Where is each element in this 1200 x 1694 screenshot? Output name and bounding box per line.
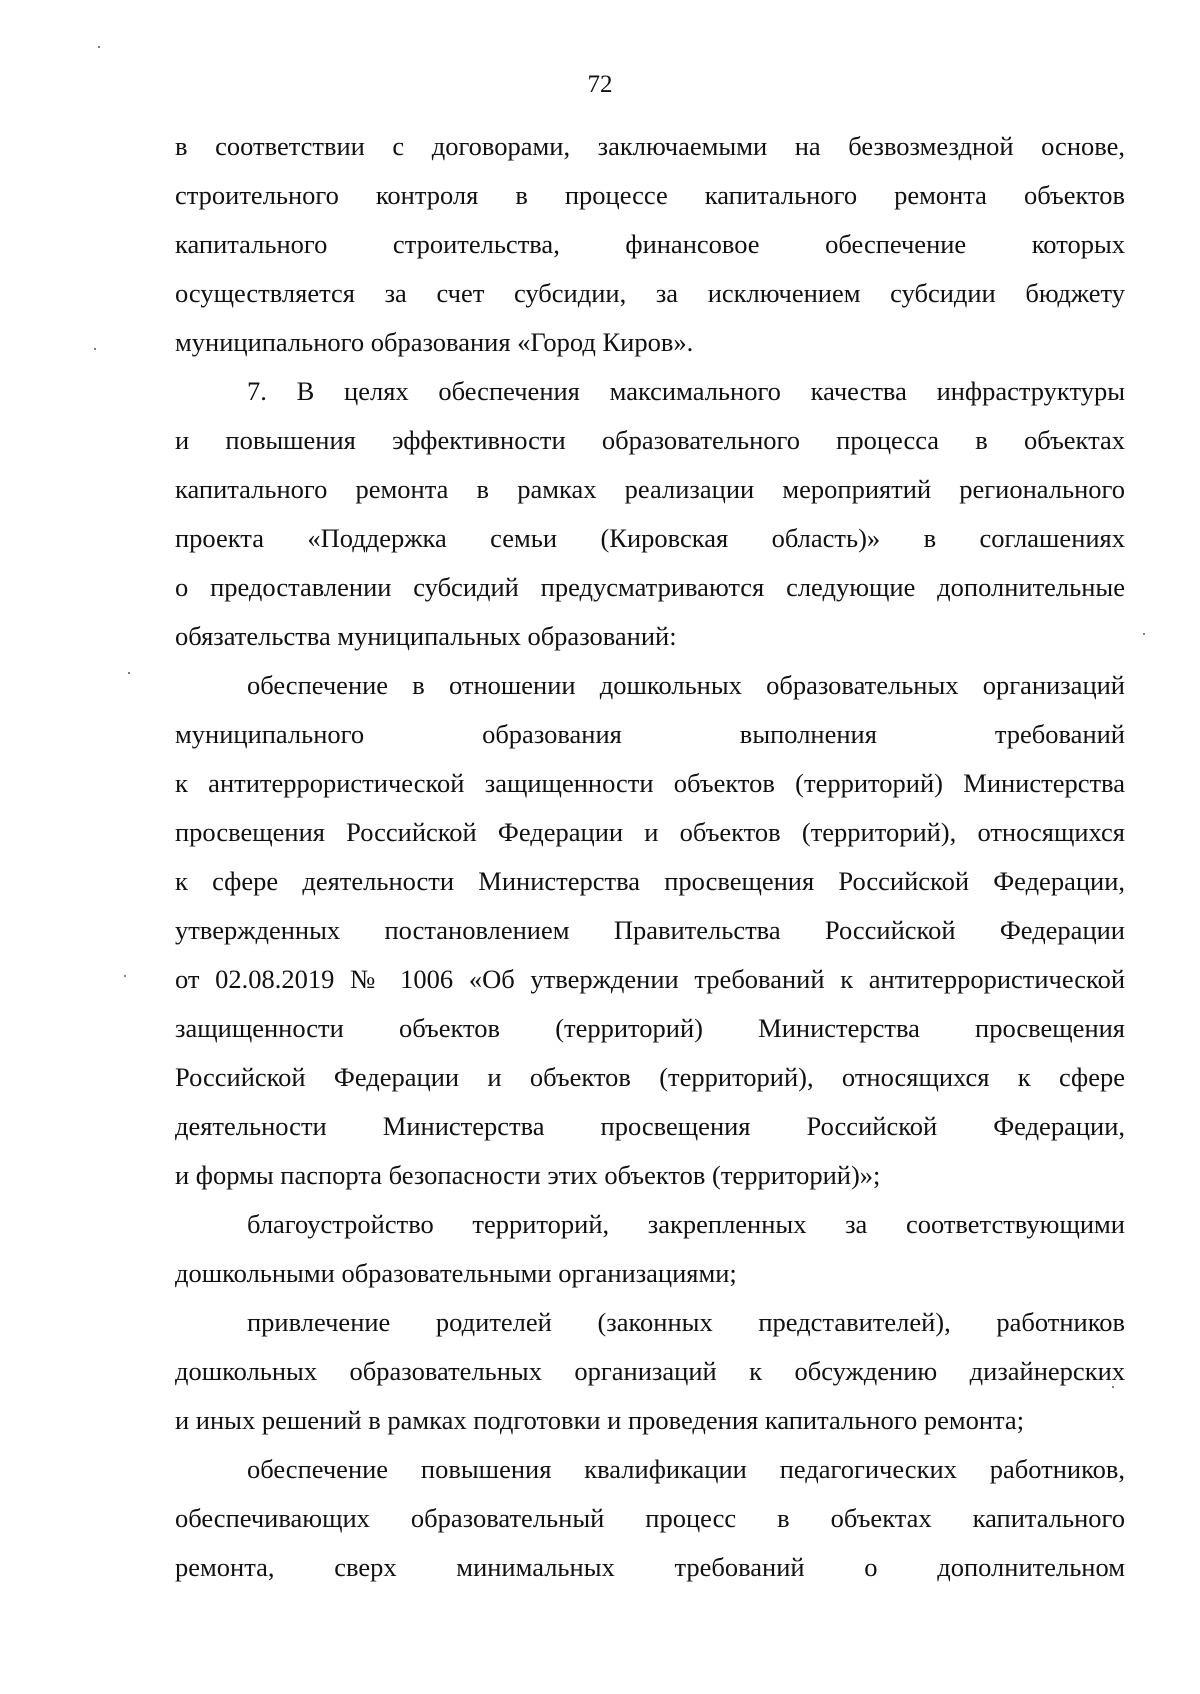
text-line: в соответствии с договорами, заключаемыми на безвозмездной основе,	[175, 131, 1125, 161]
text-line: строительного контроля в процессе капитального ремонта объектов	[175, 180, 1125, 210]
text-line: муниципального образования выполнения требований	[175, 719, 1125, 749]
text-line: проекта «Поддержка семьи (Кировская область)» в соглашениях	[175, 523, 1125, 553]
scan-speck	[1112, 1386, 1114, 1388]
scan-speck	[1143, 633, 1145, 635]
text-line: благоустройство территорий, закрепленных за соответствующими	[247, 1209, 1125, 1239]
text-line: от 02.08.2019 № 1006 «Об утверждении требований к антитеррористической	[175, 964, 1125, 994]
text-line: просвещения Российской Федерации и объектов (территорий), относящихся	[175, 817, 1125, 847]
text-line: ремонта, сверх минимальных требований о дополнительном	[175, 1552, 1125, 1582]
scan-speck	[128, 672, 130, 674]
text-line: 7. В целях обеспечения максимального качества инфраструктуры	[247, 376, 1125, 406]
text-line: к антитеррористической защищенности объектов (территорий) Министерства	[175, 768, 1125, 798]
text-line: осуществляется за счет субсидии, за исключением субсидии бюджету	[175, 278, 1125, 308]
paragraph-antiterror	[175, 661, 1125, 1200]
paragraph-qualification	[175, 1445, 1125, 1592]
text-line: и повышения эффективности образовательного процесса в объектах	[175, 425, 1125, 455]
scan-speck	[94, 348, 96, 350]
text-line: дошкольных образовательных организаций к обсуждению дизайнерских	[175, 1356, 1125, 1386]
text-line: о предоставлении субсидий предусматриваются следующие дополнительные	[175, 572, 1125, 602]
text-line: капитального строительства, финансовое обеспечение которых	[175, 229, 1125, 259]
text-line: и формы паспорта безопасности этих объектов (территорий)»;	[175, 1160, 881, 1190]
text-line: обеспечение в отношении дошкольных образовательных организаций	[247, 670, 1125, 700]
text-line: утвержденных постановлением Правительства Российской Федерации	[175, 915, 1125, 945]
text-line: защищенности объектов (территорий) Министерства просвещения	[175, 1013, 1125, 1043]
text-line: обязательства муниципальных образований:	[175, 621, 677, 651]
text-line: обеспечение повышения квалификации педагогических работников,	[247, 1454, 1125, 1484]
text-line: Российской Федерации и объектов (территорий), относящихся к сфере	[175, 1062, 1125, 1092]
paragraph-parents	[175, 1298, 1125, 1445]
text-line: и иных решений в рамках подготовки и проведения капитального ремонта;	[175, 1405, 1025, 1435]
scan-speck	[124, 975, 126, 977]
page-number: 72	[587, 71, 613, 98]
text-line: деятельности Министерства просвещения Российской Федерации,	[175, 1111, 1125, 1141]
body-text	[175, 122, 1125, 1592]
text-line: капитального ремонта в рамках реализации мероприятий регионального	[175, 474, 1125, 504]
text-line: привлечение родителей (законных представителей), работников	[247, 1307, 1125, 1337]
scan-speck	[98, 46, 100, 48]
paragraph-item-7	[175, 367, 1125, 661]
paragraph-landscaping	[175, 1200, 1125, 1298]
text-line: муниципального образования «Город Киров».	[175, 327, 694, 357]
text-line: дошкольными образовательными организациями;	[175, 1258, 737, 1288]
text-line: к сфере деятельности Министерства просвещения Российской Федерации,	[175, 866, 1125, 896]
text-line: обеспечивающих образовательный процесс в объектах капитального	[175, 1503, 1125, 1533]
paragraph-contracts	[175, 122, 1125, 367]
